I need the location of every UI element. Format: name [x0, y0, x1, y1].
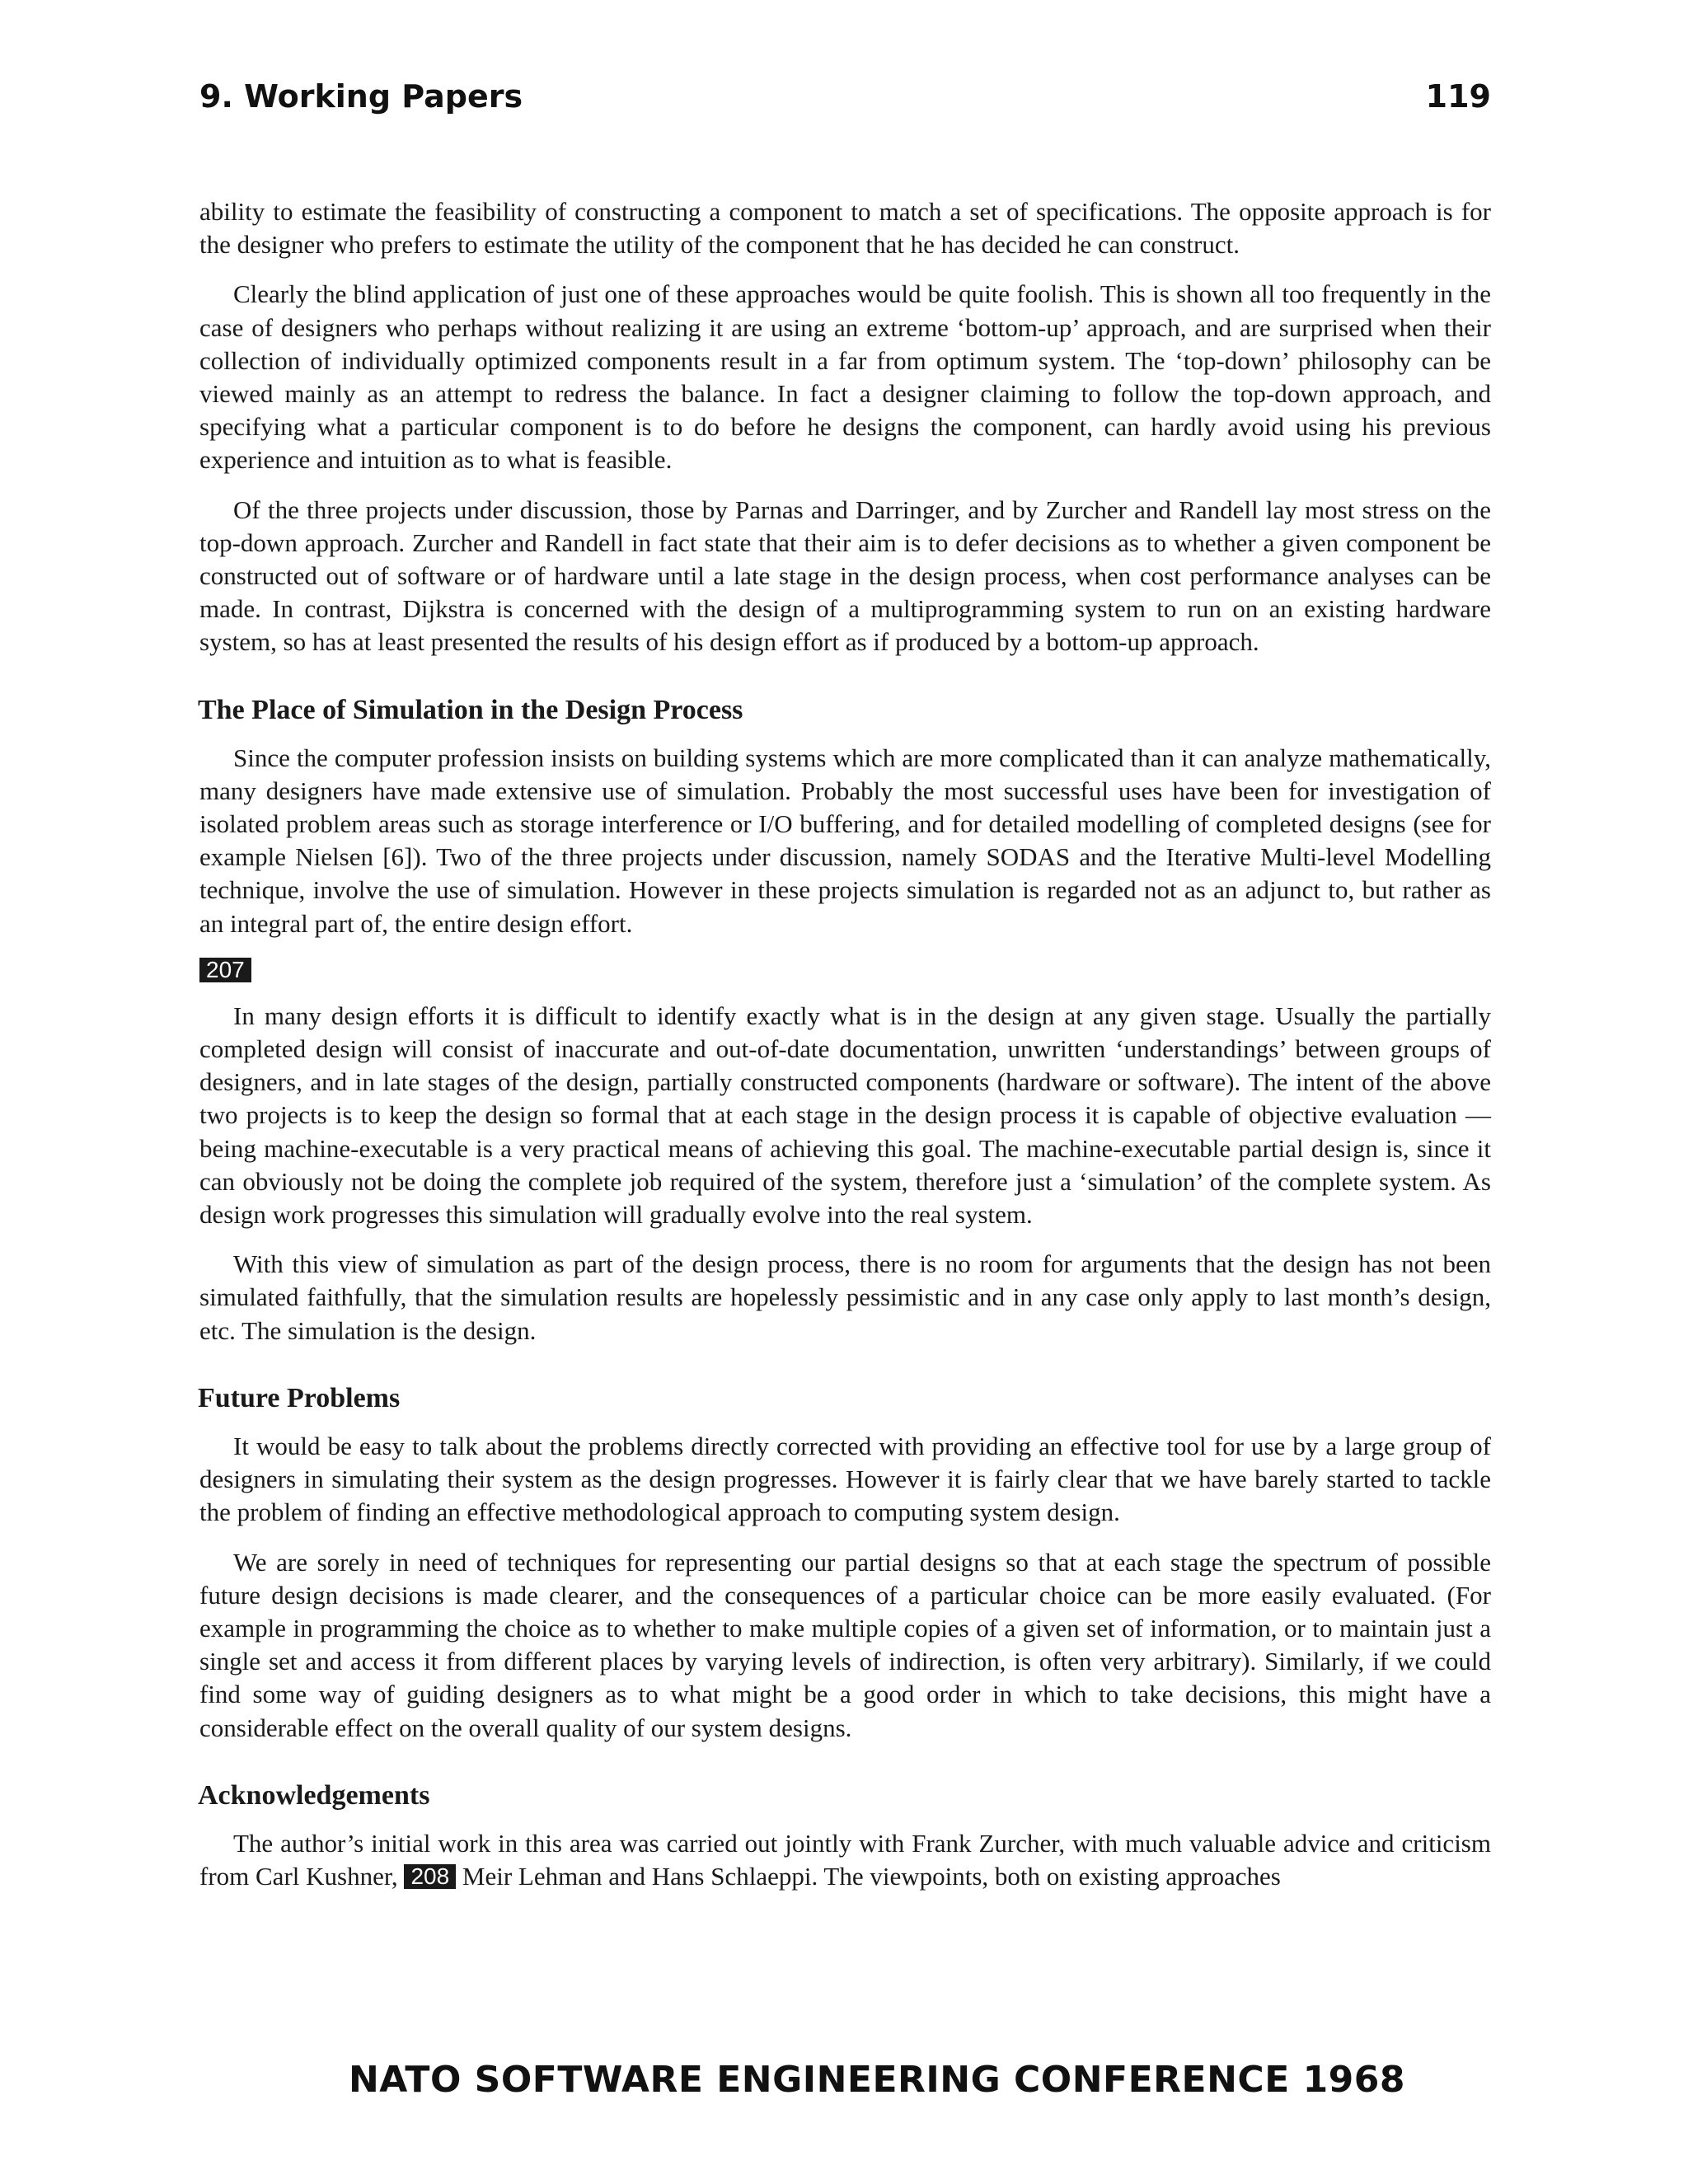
paragraph: Of the three projects under discussion, those by Parnas and Darringer, and by Zurcher and Randell lay most stress on the top-down approach. Zurcher and Randell in fact state that their aim is to defer decisions as to whether a given component be constructed out of software or of hardware until a late stage in the design process, when cost performance analyses can be made. In contrast, Dijkstra is concerned with the design of a multiprogramming system to run on an existing hardware system, so has at least presented the results of his design effort as if produced by a bottom-up approach.	[199, 494, 1491, 657]
section-heading-acknowledgements: Acknowledgements	[198, 1779, 430, 1811]
original-page-marker: 207	[199, 958, 251, 982]
conference-title: NATO SOFTWARE ENGINEERING CONFERENCE 1968	[348, 2059, 1406, 2101]
running-footer	[0, 2059, 1688, 2101]
paragraph: In many design efforts it is difficult to identify exactly what is in the design at any given stage. Usually the partially completed design will consist of inaccurate and out-of-date documentation, unwritten ‘understandings’ between groups of designers, and in late stages of the design, partially constructed components (hardware or software). The intent of the above two projects is to keep the design so formal that at each stage in the design process it is capable of objective evaluation — being machine-executable is a very practical means of achieving this goal. The machine-executable partial design is, since it can obviously not be doing the complete job required of the system, therefore just a ‘simulation’ of the complete system. As design work progresses this simulation will gradually evolve into the real system.	[199, 1001, 1491, 1230]
paragraph-text: The author’s initial work in this area was carried out jointly with Frank Zurcher, with much valuable advice and criticism from Carl Kushner,	[199, 1828, 1491, 1891]
paragraph: Clearly the blind application of just one of these approaches would be quite foolish. This is shown all too frequently in the case of designers who perhaps without realizing it are using an extreme ‘bottom-up’ approach, and are surprised when their collection of individually optimized components result in a far from optimum system. The ‘top-down’ philosophy can be viewed mainly as an attempt to redress the balance. In fact a designer claiming to follow the top-down approach, and specifying what a particular component is to do before he designs the component, can hardly avoid using his previous experience and intuition as to what is feasible.	[199, 279, 1491, 475]
section-title: 9. Working Papers	[199, 78, 523, 115]
paragraph: We are sorely in need of techniques for representing our partial designs so that at each stage the spectrum of possible future design decisions is made clearer, and the consequences of a particular choice can be more easily evaluated. (For example in programming the choice as to whether to make multiple copies of a given set of information, or to maintain just a single set and access it from different places by varying levels of indirection, is often very arbitrary). Similarly, if we could find some way of guiding designers as to what might be a good order in which to take decisions, this might have a considerable effect on the overall quality of our system designs.	[199, 1547, 1491, 1742]
running-header	[199, 78, 1491, 128]
original-page-marker-block	[199, 957, 1491, 983]
paragraph: It would be easy to talk about the problems directly corrected with providing an effective tool for use by a large group of designers in simulating their system as the design progresses. However it is fairly clear that we have barely started to tackle the problem of finding an effective methodological approach to computing system design.	[199, 1431, 1491, 1527]
section-heading-future-problems: Future Problems	[198, 1382, 401, 1413]
paragraph: ability to estimate the feasibility of constructing a component to match a set of specifications. The opposite approach is for the designer who prefers to estimate the utility of the component that he has decided he can construct.	[199, 197, 1491, 260]
page-number: 119	[1425, 78, 1491, 115]
paragraph-text: Meir Lehman and Hans Schlaeppi. The viewpoints, both on existing approaches	[456, 1861, 1281, 1891]
section-heading-simulation: The Place of Simulation in the Design Process	[198, 694, 743, 725]
paragraph	[199, 1827, 1491, 1893]
paragraph: With this view of simulation as part of the design process, there is no room for arguments that the design has not been simulated faithfully, that the simulation results are hopelessly pessimistic and in any case only apply to last month’s design, etc. The simulation is the design.	[199, 1249, 1491, 1345]
paragraph: Since the computer profession insists on building systems which are more complicated than it can analyze mathematically, many designers have made extensive use of simulation. Probably the most successful uses have been for investigation of isolated problem areas such as storage interference or I/O buffering, and for detailed modelling of completed designs (see for example Nielsen [6]). Two of the three projects under discussion, namely SODAS and the Iterative Multi-level Modelling technique, involve the use of simulation. However in these projects simulation is regarded not as an adjunct to, but rather as an integral part of, the entire design effort.	[199, 743, 1491, 938]
original-page-marker: 208	[404, 1864, 456, 1889]
page-body	[199, 195, 1491, 1910]
